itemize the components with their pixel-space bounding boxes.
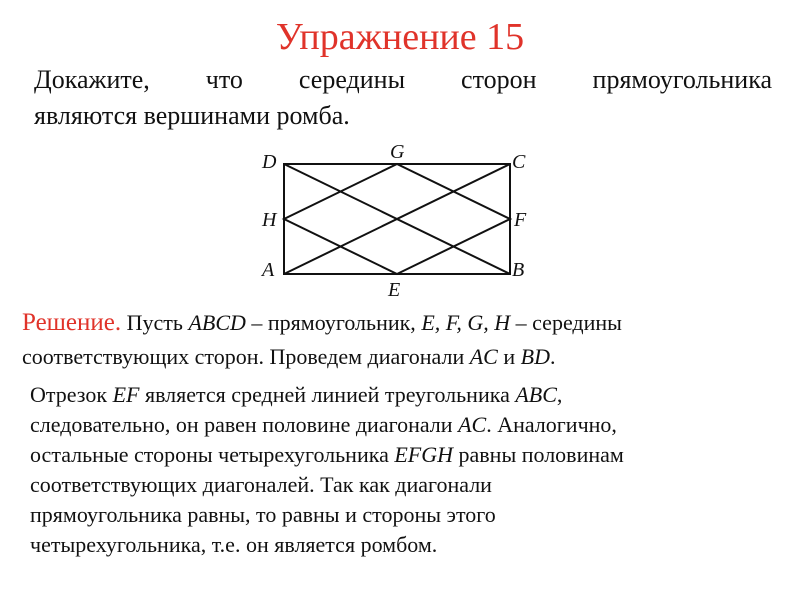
rect-name: ABCD (188, 310, 246, 335)
diagonal-bd-name: BD (520, 344, 550, 369)
exercise-title: Упражнение 15 (275, 16, 525, 58)
proof-line-1 (30, 380, 790, 410)
triangle-abc-name: ABC (515, 382, 557, 407)
proof-text: равны половинам (453, 442, 624, 467)
solution-text: – прямоугольник, (245, 310, 422, 335)
label-d: D (262, 151, 277, 173)
label-b: B (512, 259, 525, 281)
proof-text: следовательно, он равен половине диагонали (30, 412, 459, 437)
label-c: C (512, 151, 526, 173)
proof-line-4: соответствующих диагоналей. Так как диагонали (30, 472, 492, 497)
solution-text: и (497, 344, 521, 369)
proof-text: Отрезок (30, 382, 113, 407)
label-f: F (514, 209, 527, 231)
proof-text: , (556, 382, 563, 407)
quadrilateral-efgh-name: EFGH (394, 442, 454, 467)
task-line-2: являются вершинами ромба. (34, 101, 350, 130)
proof-line-2 (30, 410, 790, 440)
label-a: A (262, 259, 275, 281)
diagonal-ac-name: AC (469, 344, 498, 369)
label-g: G (390, 141, 405, 163)
proof-text: остальные стороны четырехугольника (30, 442, 395, 467)
task-line-1: Докажите, что середины сторон прямоугольника (34, 65, 772, 94)
label-h: H (262, 209, 277, 231)
proof-line-5: прямоугольника равны, то равны и стороны этого (30, 502, 496, 527)
solution-text: Пусть (121, 310, 189, 335)
solution-line-1 (22, 306, 782, 340)
rectangle-rhombus-figure (250, 140, 550, 300)
solution-text: . (549, 344, 556, 369)
label-e: E (388, 279, 401, 300)
proof-line-3 (30, 440, 790, 470)
proof-text: . Аналогично, (486, 412, 617, 437)
solution-block (22, 306, 782, 374)
solution-text: соответствующих сторон. Проведем диагонали (22, 344, 470, 369)
proof-line-6: четырехугольника, т.е. он является ромбом. (30, 532, 438, 557)
proof-block (30, 380, 790, 560)
figure-svg (250, 140, 550, 300)
diagonal-ac-name: AC (458, 412, 487, 437)
solution-label: Решение. (22, 309, 122, 336)
solution-line-2 (22, 340, 782, 374)
task-statement (34, 62, 772, 134)
solution-text: – середины (510, 310, 622, 335)
proof-text: является средней линией треугольника (139, 382, 516, 407)
midpoint-names: E, F, G, H (421, 310, 511, 335)
segment-ef-name: EF (112, 382, 140, 407)
